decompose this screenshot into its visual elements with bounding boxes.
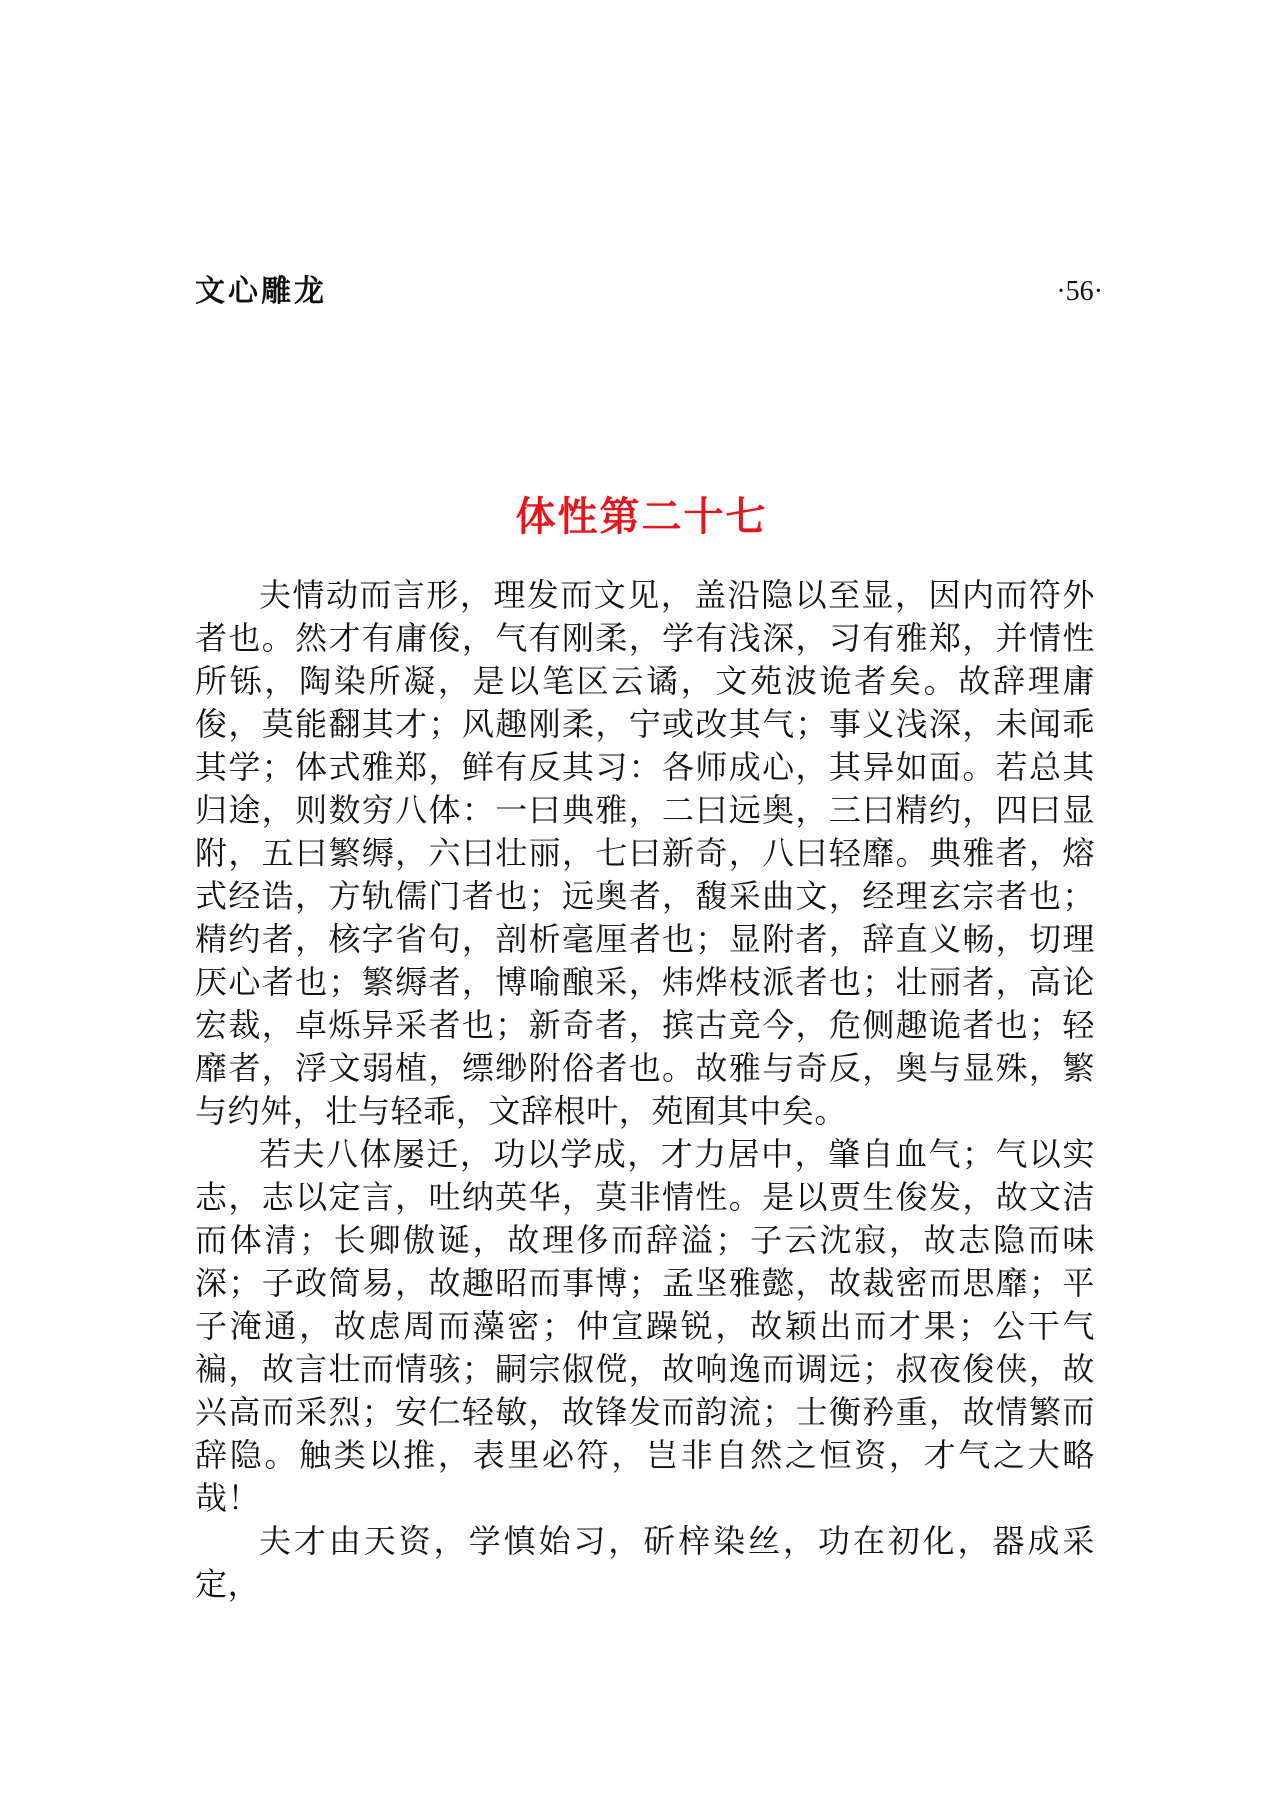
book-title: 文心雕龙 <box>195 274 327 309</box>
chapter-title: 体性第二十七 <box>515 493 768 540</box>
paragraph-2: 若夫八体屡迁，功以学成，才力居中，肇自血气；气以实志，志以定言，吐纳英华，莫非情性。是以贾生俊发，故文洁而体清；长卿傲诞，故理侈而辞溢；子云沈寂，故志隐而味深；子政简易，故趣昭而事博；孟坚雅懿，故裁密而思靡；平子淹通，故虑周而藻密；仲宣躁锐，故颖出而才果；公干气褊，故言壮而情骇；嗣宗俶傥，故响逸而调远；叔夜俊侠，故兴高而采烈；安仁轻敏，故锋发而韵流；士衡矜重，故情繁而辞隐。触类以推，表里必符，岂非自然之恒资，才气之大略哉！ <box>195 1135 1095 1517</box>
running-header <box>195 270 1103 314</box>
paragraph-1: 夫情动而言形，理发而文见，盖沿隐以至显，因内而符外者也。然才有庸俊，气有刚柔，学有浅深，习有雅郑，并情性所铄，陶染所凝，是以笔区云谲，文苑波诡者矣。故辞理庸俊，莫能翻其才；风趣刚柔，宁或改其气；事义浅深，未闻乖其学；体式雅郑，鲜有反其习：各师成心，其异如面。若总其归途，则数穷八体：一曰典雅，二曰远奥，三曰精约，四曰显附，五曰繁缛，六曰壮丽，七曰新奇，八曰轻靡。典雅者，熔式经诰，方轨儒门者也；远奥者，馥采曲文，经理玄宗者也；精约者，核字省句，剖析毫厘者也；显附者，辞直义畅，切理厌心者也；繁缛者，博喻酿采，炜烨枝派者也；壮丽者，高论宏裁，卓烁异采者也；新奇者，摈古竞今，危侧趣诡者也；轻靡者，浮文弱植，缥缈附俗者也。故雅与奇反，奥与显殊，繁与约舛，壮与轻乖，文辞根叶，苑囿其中矣。 <box>195 576 1095 1130</box>
paragraph-3: 夫才由天资，学慎始习，斫梓染丝，功在初化，器成采定， <box>195 1522 1095 1603</box>
page-number: ·56· <box>1056 276 1103 307</box>
body-text <box>195 574 1095 1606</box>
